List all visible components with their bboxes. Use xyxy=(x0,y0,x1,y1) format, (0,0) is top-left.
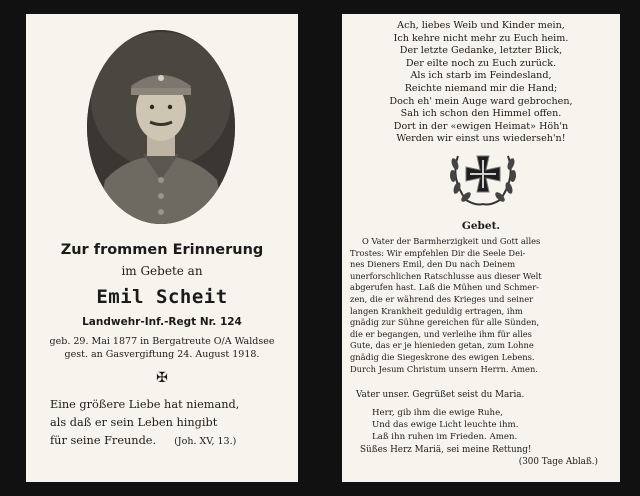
prayer-line: unerforschlichen Ratschlusse aus dieser Welt xyxy=(350,270,542,281)
prayer-intro: im Gebete an xyxy=(121,264,203,278)
poem-line: Als ich starb im Feindesland, xyxy=(410,70,552,82)
prayer-line: Durch Jesum Christum unsern Herrn. Amen. xyxy=(350,363,538,374)
pater-noster-line: Vater unser. Gegrüßet seist du Maria. xyxy=(356,390,525,400)
verse-line: als daß er sein Leben hingibt xyxy=(50,416,218,429)
prayer-line: zen, die er während des Krieges und seiner xyxy=(350,293,534,304)
poem-line: Reichte niemand mir die Hand; xyxy=(404,82,558,94)
requiem-prayer xyxy=(372,407,518,443)
poem-line: Der eilte noch zu Euch zurück. xyxy=(405,57,557,69)
requiem-line: Laß ihn ruhen im Frieden. Amen. xyxy=(372,432,518,442)
regiment: Landwehr-Inf.-Regt Nr. 124 xyxy=(82,316,242,328)
poem-line: Ach, liebes Weib und Kinder mein, xyxy=(397,20,565,31)
farewell-poem xyxy=(342,20,620,146)
invocation: Süßes Herz Mariä, sei meine Rettung! xyxy=(360,445,532,455)
left-card xyxy=(26,14,298,482)
deceased-name: Emil Scheit xyxy=(96,286,228,308)
requiem-line: Und das ewige Licht leuchte ihm. xyxy=(372,420,519,430)
poem-line: Der letzte Gedanke, letzter Blick, xyxy=(399,45,563,57)
prayer-title: Gebet. xyxy=(461,220,501,232)
memorial-heading: Zur frommen Erinnerung xyxy=(60,242,264,258)
verse-line: für seine Freunde. (Joh. XV, 13.) xyxy=(50,434,237,447)
prayer-line: Gute, das er je hienieden getan, zum Lohne xyxy=(350,340,534,351)
prayer-line: gnädig zur Sühne gereichen für alle Sünden, xyxy=(350,317,540,328)
poem-line: Sah ich schon den Himmel offen. xyxy=(400,108,562,120)
prayer-line: O Vater der Barmherzigkeit und Gott alles xyxy=(362,236,541,246)
prayer-line: nes Dieners Emil, den Du nach Deinem xyxy=(350,259,516,270)
prayer-line: langen Krankheit geduldig ertragen, ihm xyxy=(350,305,523,316)
cross-icon: ✠ xyxy=(156,370,168,386)
soldier-portrait xyxy=(87,30,235,224)
requiem-line: Herr, gib ihm die ewige Ruhe, xyxy=(372,408,503,418)
prayer-line: Trostes: Wir empfehlen Dir die Seele Dei- xyxy=(350,247,526,258)
poem-line: Doch eh' mein Auge ward gebrochen, xyxy=(389,95,573,107)
indulgence-note: (300 Tage Ablaß.) xyxy=(518,457,598,467)
prayer-text xyxy=(350,236,614,375)
poem-line: Ich kehre nicht mehr zu Euch heim. xyxy=(393,32,569,44)
prayer-line: die er begangen, und verleihe ihm für alles xyxy=(350,328,532,339)
right-card xyxy=(342,14,620,482)
verse-line: Eine größere Liebe hat niemand, xyxy=(50,398,240,411)
death-info: gest. an Gasvergiftung 24. August 1918. xyxy=(64,349,260,360)
prayer-line: gnädig die Siegeskrone des ewigen Lebens. xyxy=(350,351,535,362)
poem-line: Dort in der «ewigen Heimat» Höh'n xyxy=(393,120,569,132)
iron-cross-wreath-icon xyxy=(448,146,518,210)
verse-reference: (Joh. XV, 13.) xyxy=(174,436,237,447)
birth-info: geb. 29. Mai 1877 in Bergatreute O/A Waldsee xyxy=(49,336,275,347)
prayer-line: abgerufen hast. Laß die Mühen und Schmer- xyxy=(350,282,539,293)
poem-line: Werden wir einst uns wiederseh'n! xyxy=(396,133,566,145)
bible-verse xyxy=(50,396,239,451)
